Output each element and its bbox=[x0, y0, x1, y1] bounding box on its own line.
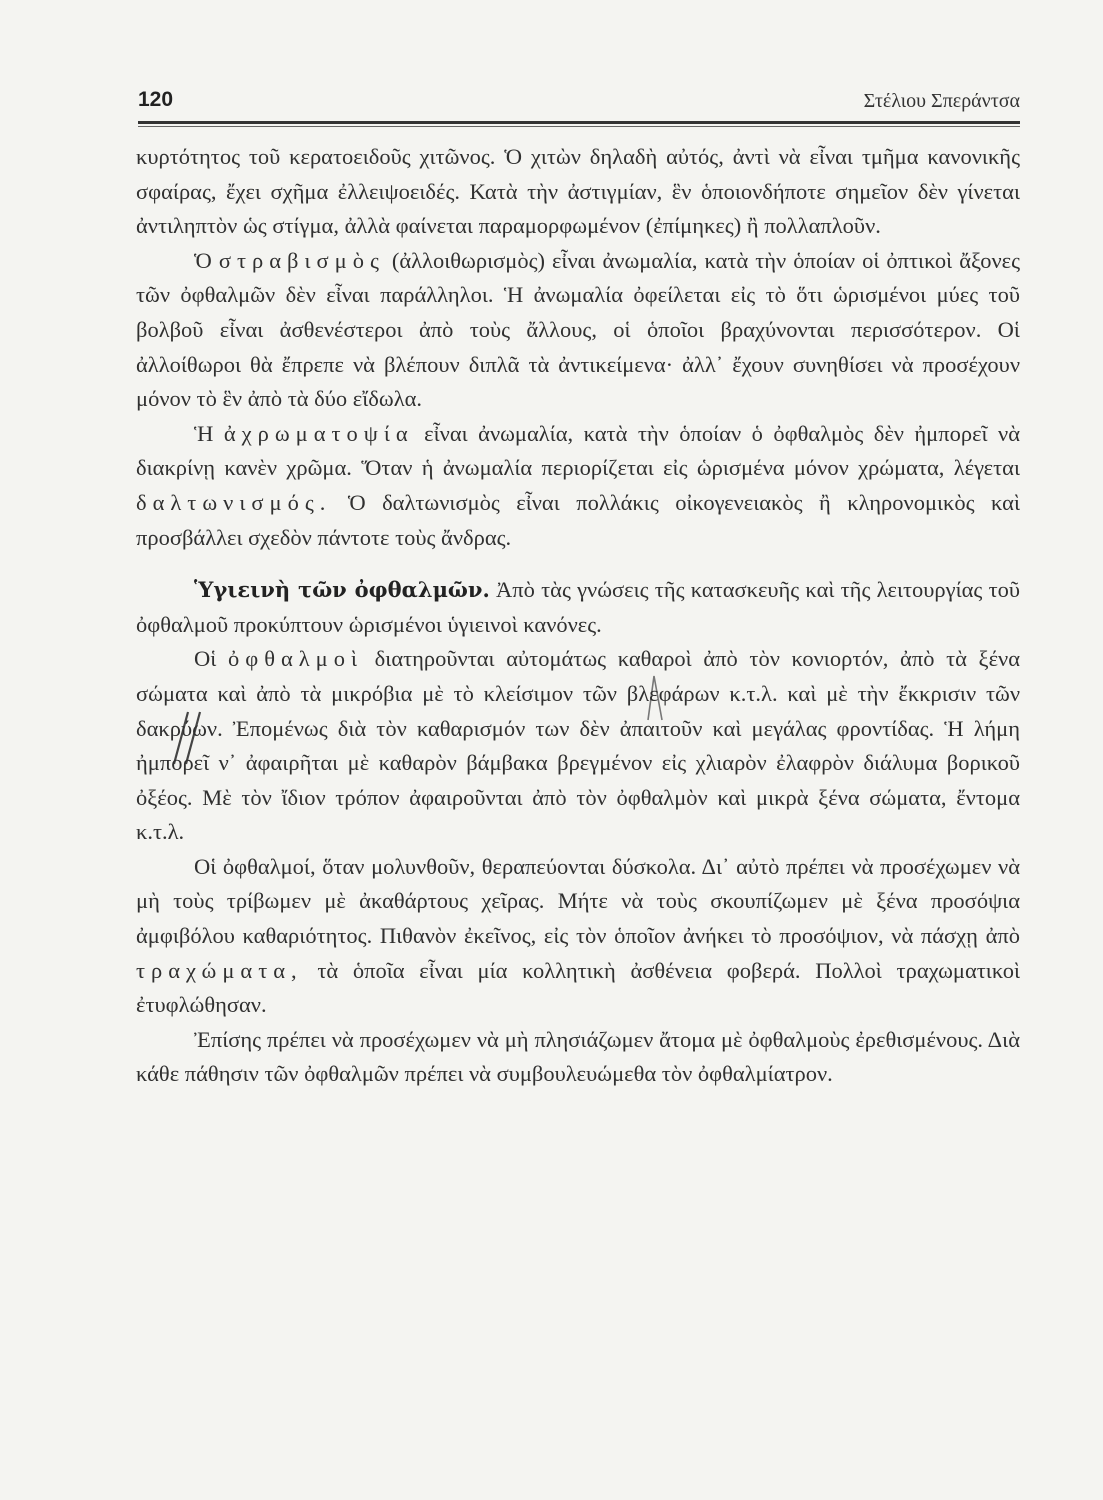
paragraph-eye-cleaning bbox=[136, 642, 1020, 850]
paragraph-part: τὰ ὁποῖα εἶναι μία κολλητικὴ ἀσθένεια φοβερά. Πολλοὶ τραχωματικοὶ ἐτυφλώθησαν. bbox=[136, 957, 1021, 1018]
paragraph-lead: Οἱ bbox=[194, 646, 217, 672]
paragraph-infection bbox=[136, 850, 1020, 1023]
paragraph-eye-hygiene bbox=[136, 573, 1020, 642]
paragraph-lead: Ὁ bbox=[194, 247, 212, 273]
paragraph-rest: Ἀπὸ τὰς γνώσεις τῆς κατασκευῆς καὶ τῆς λειτουργίας τοῦ ὀφθαλμοῦ προκύπτουν ὡρισμένοι ὑγιεινοὶ κανόνες. bbox=[136, 577, 1021, 637]
paragraph-rest: Ὁ δαλτωνισμὸς εἶναι πολλάκις οἰκογενειακὸς ἢ κληρονομικὸς καὶ προσβάλλει σχεδὸν πάντοτε τοὺς ἄνδρας. bbox=[136, 489, 1020, 550]
header-rule bbox=[138, 121, 1020, 124]
paragraph-mid: εἶναι ἀνωμαλία, κατὰ τὴν ὁποίαν ὁ ὀφθαλμὸς δὲν ἠμπορεῖ νὰ διακρίνῃ κανὲν χρῶμα. Ὅταν ἡ ἀνωμαλία περιορίζεται εἰς ὡρισμένα μόνον χρώματα, λέγεται bbox=[136, 420, 1021, 481]
term-strabismus: στραβισμὸς bbox=[218, 247, 385, 273]
paragraph-achromatopsia bbox=[136, 417, 1020, 555]
paragraph-part: Οἱ ὀφθαλμοί, ὅταν μολυνθοῦν, θεραπεύονται δύσκολα. Δι᾽ αὐτὸ πρέπει νὰ προσέχωμεν νὰ μὴ τοὺς τρίβωμεν μὲ ἀκαθάρτους χεῖρας. Μήτε νὰ τοὺς σκουπίζωμεν μὲ ξένα προσόψια ἀμφιβόλου καθαριότητος. Πιθανὸν ἐκεῖνος, εἰς τὸν ὁποῖον ἀνήκει τὸ προσόψιον, νὰ πάσχῃ ἀπὸ bbox=[136, 853, 1020, 949]
paragraph-lead: Ἡ bbox=[194, 420, 214, 446]
term-daltonism: δαλτωνισμός. bbox=[136, 489, 332, 515]
running-head: Στέλιου Σπεράντσα bbox=[863, 90, 1020, 112]
term-trachoma: τραχώματα, bbox=[136, 957, 303, 983]
term-eyes: ὀφθαλμοὶ bbox=[227, 646, 364, 672]
paragraph-advice: Ἐπίσης πρέπει νὰ προσέχωμεν νὰ μὴ πλησιάζωμεν ἄτομα μὲ ὀφθαλμοὺς ἐρεθισμένους. Διὰ κάθε πάθησιν τῶν ὀφθαλμῶν πρέπει νὰ συμβουλευώμεθα τὸν ὀφθαλμίατρον. bbox=[136, 1026, 1020, 1087]
term-achromatopsia: ἀχρωματοψία bbox=[223, 420, 414, 446]
page-number: 120 bbox=[138, 88, 174, 111]
paragraph-astigmatism: κυρτότητος τοῦ κερατοειδοῦς χιτῶνος. Ὁ χιτὼν δηλαδὴ αὐτός, ἀντὶ νὰ εἶναι τμῆμα κανονικῆς σφαίρας, ἔχει σχῆμα ἐλλειψοειδές. Κατὰ τὴν ἀστιγμίαν, ἓν ὁποιονδήποτε σημεῖον δὲν γίνεται ἀντιληπτὸν ὡς στίγμα, ἀλλὰ φαίνεται παραμορφωμένον (ἐπίμηκες) ἢ πολλαπλοῦν. bbox=[136, 144, 1020, 239]
body-text bbox=[136, 140, 1020, 1092]
section-heading: Ὑγιεινὴ τῶν ὀφθαλμῶν. bbox=[194, 577, 490, 603]
page-header bbox=[138, 88, 1020, 118]
header-rule-thin bbox=[138, 126, 1020, 127]
paragraph-strabismus bbox=[136, 244, 1020, 417]
paragraph-rest: διατηροῦνται αὐτομάτως καθαροὶ ἀπὸ τὸν κονιορτόν, ἀπὸ τὰ ξένα σώματα καὶ ἀπὸ τὰ μικρόβια μὲ τὸ κλείσιμον τῶν βλεφάρων κ.τ.λ. καὶ μὲ τὴν ἔκκρισιν τῶν δακρύων. Ἐπομένως διὰ τὸν καθαρισμόν των δὲν ἀπαιτοῦν καὶ μεγάλας φροντίδας. Ἡ λήμη ἠμπορεῖ ν᾽ ἀφαιρῆται μὲ καθαρὸν βάμβακα βρεγμένον εἰς χλιαρὸν ἐλαφρὸν διάλυμα βορικοῦ ὀξέος. Μὲ τὸν ἴδιον τρόπον ἀφαιροῦνται ἀπὸ τὸν ὀφθαλμὸν καὶ μικρὰ ξένα σώματα, ἔντομα κ.τ.λ. bbox=[136, 646, 1020, 845]
paragraph-rest: (ἀλλοιθωρισμὸς) εἶναι ἀνωμαλία, κατὰ τὴν ὁποίαν οἱ ὀπτικοὶ ἄξονες τῶν ὀφθαλμῶν δὲν εἶναι παράλληλοι. Ἡ ἀνωμαλία ὀφείλεται εἰς τὸ ὅτι ὡρισμένοι μύες τοῦ βολβοῦ εἶναι ἀσθενέστεροι ἀπὸ τοὺς ἄλλους, οἱ ὁποῖοι βραχύνονται περισσότερον. Οἱ ἀλλοίθωροι θὰ ἔπρεπε νὰ βλέπουν διπλᾶ τὰ ἀντικείμενα· ἀλλ᾽ ἔχουν συνηθίσει νὰ προσέχουν μόνον τὸ ἓν ἀπὸ τὰ δύο εἴδωλα. bbox=[136, 247, 1021, 412]
